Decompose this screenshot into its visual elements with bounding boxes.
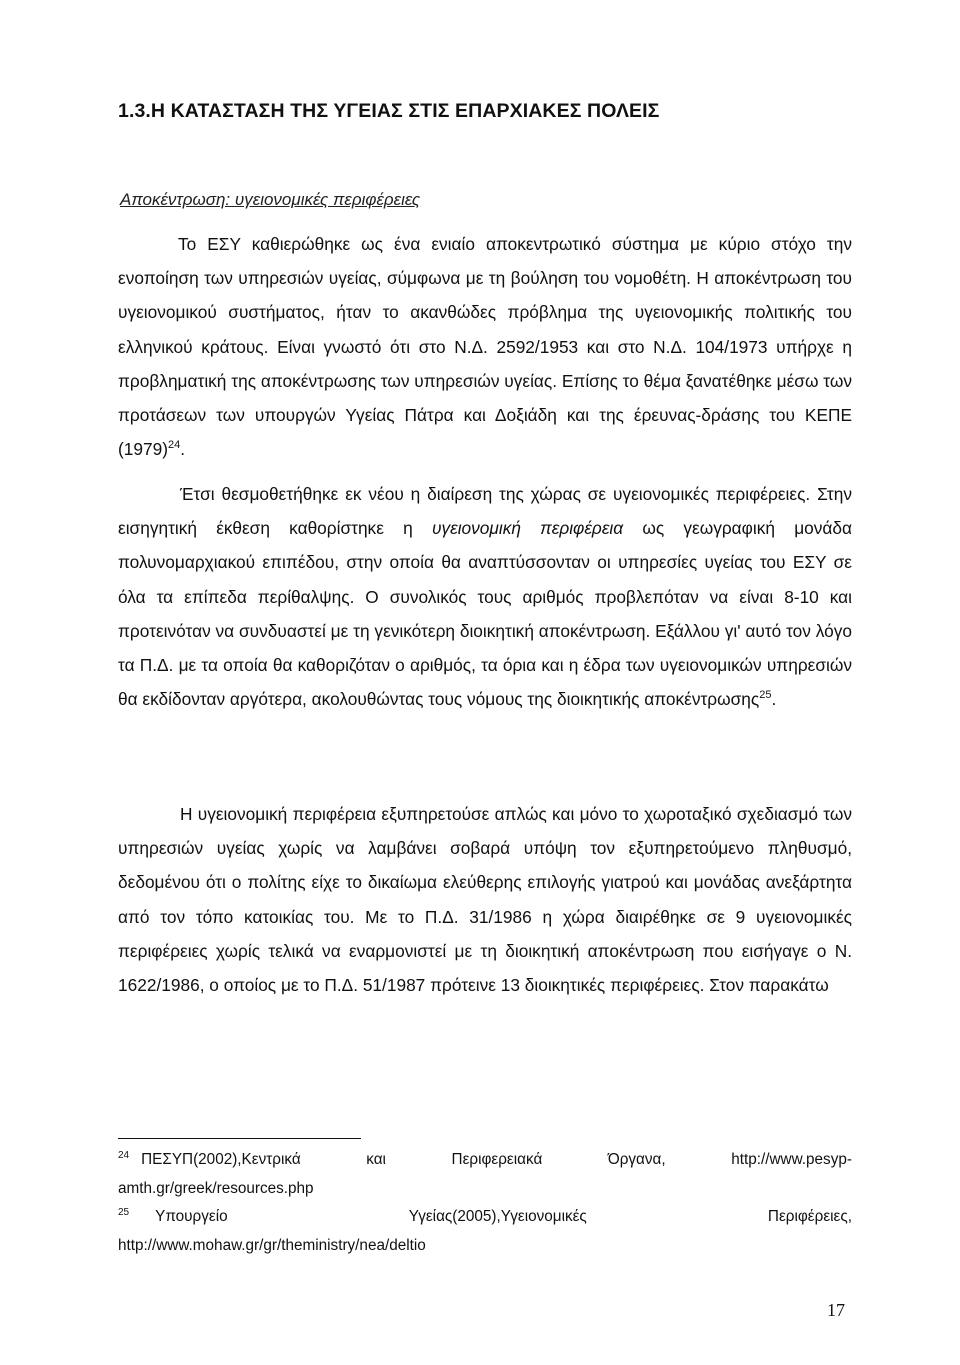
paragraph-2-emphasis: υγειονομική περιφέρεια [431,518,624,539]
footnote-25-word: Περιφέρειες, [767,1208,852,1225]
footnote-25-mark: 25 [118,1206,130,1218]
footnote-25-link[interactable]: http://www.mohaw.gr/gr/theministry/nea/deltio [118,1236,426,1254]
paragraph-2-text-after: ως γεωγραφική μονάδα πολυνομαρχιακού επιπέδου, στην οποία θα αναπτύσσονταν οι υπηρεσίες υγείας του ΕΣΥ σε όλα τα επίπεδα περίθαλψης. Ο συνολικός τους αριθμός προβλεπόταν να είναι 8-10 και προτεινόταν να συνδυαστεί με τη γενικότερη διοικητική αποκέντρωση. Εξάλλου γι' αυτό τον λόγο τα Π.Δ. με τα οποία θα καθοριζόταν ο αριθμός, τα όρια και η έδρα των υγειονομικών υπηρεσιών θα εκδίδονταν αργότερα, ακολουθώντας τους νόμους της διοικητικής αποκέντρωσης [118,518,852,710]
paragraph-2-end: . [771,689,777,710]
subsection-heading: Αποκέντρωση: υγειονομικές περιφέρειες [120,190,421,209]
footnote-24-line [118,1146,852,1175]
footnote-separator [118,1138,361,1139]
section-heading: 1.3.Η ΚΑΤΑΣΤΑΣΗ ΤΗΣ ΥΓΕΙΑΣ ΣΤΙΣ ΕΠΑΡΧΙΑΚΕΣ ΠΟΛΕΙΣ [118,100,660,122]
footnote-24-mark: 24 [118,1149,130,1161]
paragraph-2-text-before: Έτσι θεσμοθετήθηκε εκ νέου η διαίρεση της χώρας σε υγειονομικές περιφέρειες. Στην εισηγητική έκθεση καθορίστηκε η [118,484,852,539]
footnote-25-word [118,1203,228,1232]
footnote-25-word: Υγείας(2005),Υγειονομικές [408,1208,587,1225]
paragraph-1 [118,227,852,466]
footnote-25-source: Υπουργείο [155,1208,228,1225]
footnote-24 [118,1146,852,1203]
footnote-25 [118,1203,852,1260]
footnote-24-word [118,1146,301,1175]
paragraph-3: Η υγειονομική περιφέρεια εξυπηρετούσε απλώς και μόνο το χωροταξικό σχεδιασμό των υπηρεσιών υγείας χωρίς να λαμβάνει σοβαρά υπόψη τον εξυπηρετούμενο πληθυσμό, δεδομένου ότι ο πολίτης είχε το δικαίωμα ελεύθερης επιλογής γιατρού και μονάδας ανεξάρτητα από τον τόπο κατοικίας του. Με το Π.Δ. 31/1986 η χώρα διαιρέθηκε σε 9 υγειονομικές περιφέρειες χωρίς τελικά να εναρμονιστεί με τη διοικητική αποκέντρωση που εισήγαγε ο Ν. 1622/1986, ο οποίος με το Π.Δ. 51/1987 πρότεινε 13 διοικητικές περιφέρειες. Στον παρακάτω [118,804,852,996]
footnote-ref-24: 24 [167,439,181,452]
footnote-24-word: Όργανα, [607,1151,666,1168]
paragraph-2 [118,477,852,716]
page-number: 17 [827,1300,845,1320]
footnote-24-word: Περιφερειακά [451,1151,543,1168]
footnote-ref-25: 25 [759,689,772,702]
footnote-24-word: και [366,1151,386,1168]
footnotes [118,1146,852,1260]
footnote-24-source: ΠΕΣΥΠ(2002),Κεντρικά [141,1151,301,1168]
footnote-24-link-end[interactable]: amth.gr/greek/resources.php [118,1179,314,1197]
paragraph-1-text: Το ΕΣΥ καθιερώθηκε ως ένα ενιαίο αποκεντρωτικό σύστημα με κύριο στόχο την ενοποίηση των υπηρεσιών υγείας, σύμφωνα με τη βούληση του νομοθέτη. Η αποκέντρωση του υγειονομικού συστήματος, ήταν το ακανθώδες πρόβλημα της υγειονομικής πολιτικής του ελληνικού κράτους. Είναι γνωστό ότι στο Ν.Δ. 2592/1953 και στο Ν.Δ. 104/1973 υπήρχε η προβληματική της αποκέντρωσης των υπηρεσιών υγείας. Επίσης το θέμα ξανατέθηκε μέσω των προτάσεων των υπουργών Υγείας Πάτρα και Δοξιάδη και της έρευνας-δράσης του ΚΕΠΕ (1979) [118,234,852,460]
footnote-25-line [118,1203,852,1232]
paragraph-1-end: . [180,439,186,460]
footnote-24-link-start[interactable]: http://www.pesyp- [731,1151,852,1168]
